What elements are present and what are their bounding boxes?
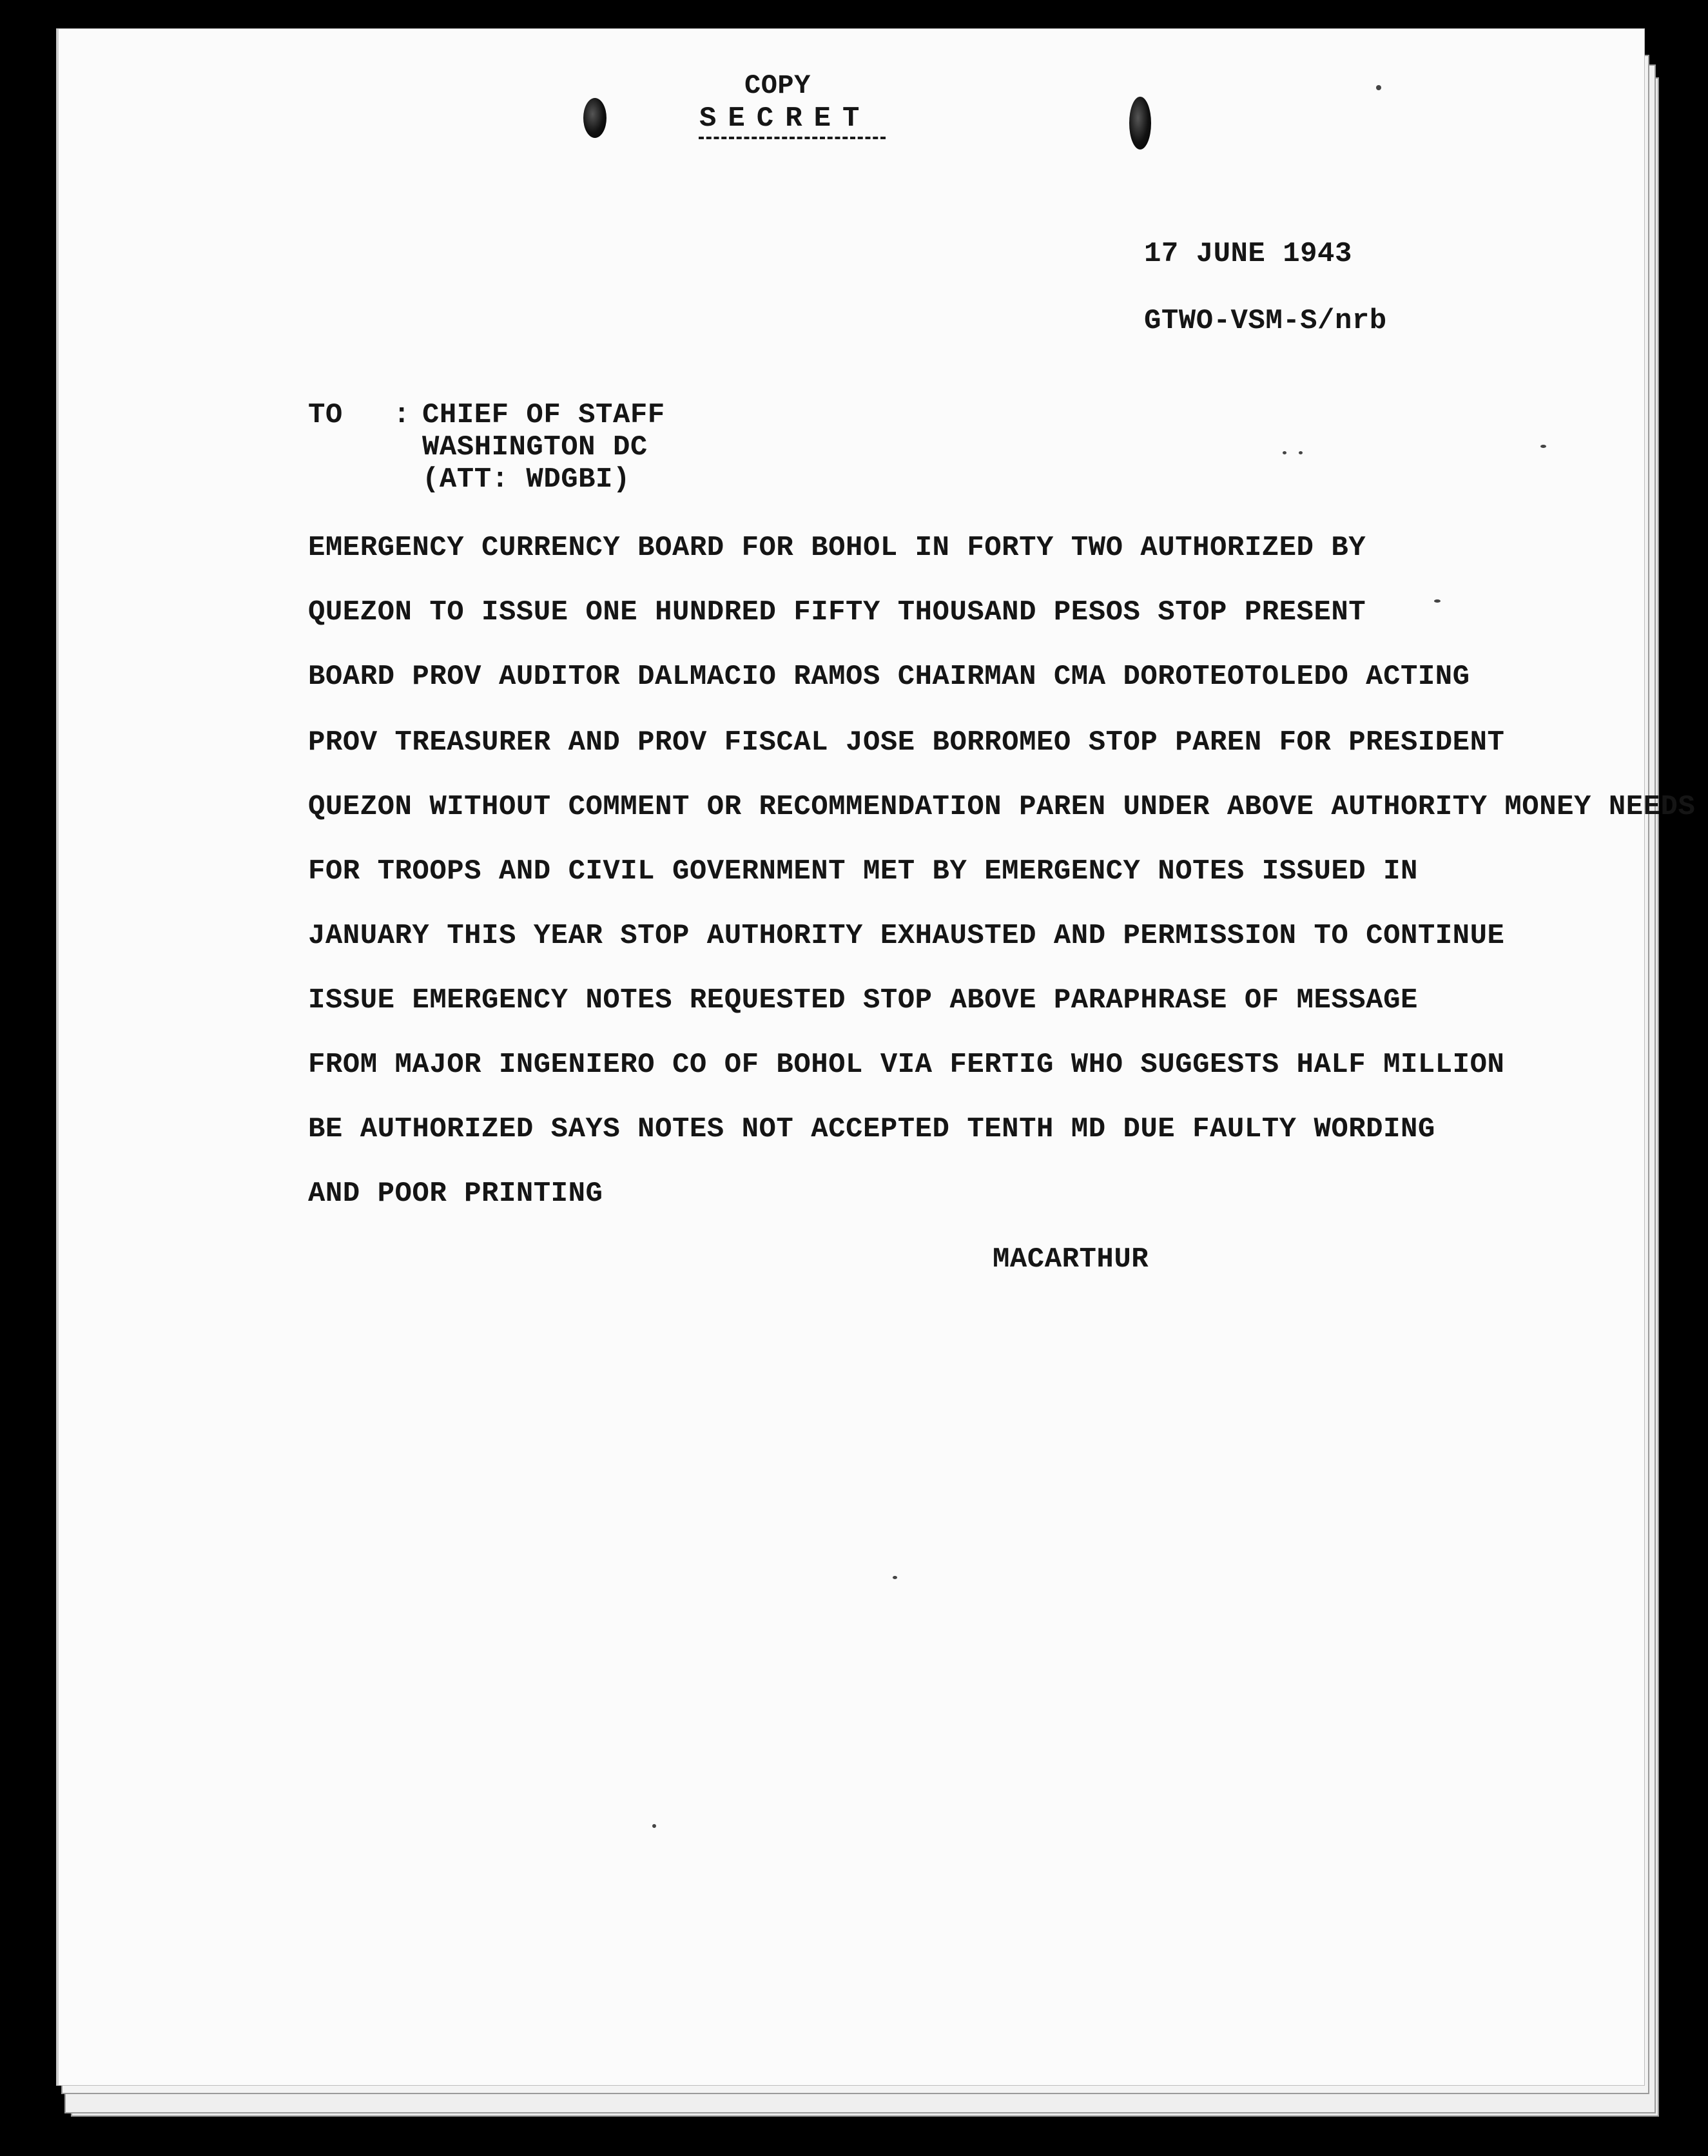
recipient-line: (ATT: WDGBI) (422, 463, 630, 496)
message-body-line: QUEZON WITHOUT COMMENT OR RECOMMENDATION PAREN UNDER ABOVE AUTHORITY MONEY NEEDS (308, 791, 1696, 823)
message-body-line: BOARD PROV AUDITOR DALMACIO RAMOS CHAIRMAN CMA DOROTEOTOLEDO ACTING (308, 661, 1470, 693)
punch-hole (1129, 97, 1151, 150)
paper-speck (652, 1824, 656, 1828)
message-body-line: QUEZON TO ISSUE ONE HUNDRED FIFTY THOUSAND PESOS STOP PRESENT (308, 596, 1366, 628)
paper-speck (1434, 599, 1441, 603)
message-body-line: AND POOR PRINTING (308, 1178, 603, 1210)
paper-speck (1376, 85, 1381, 90)
to-separator: : (393, 399, 411, 431)
message-body-line: JANUARY THIS YEAR STOP AUTHORITY EXHAUSTED AND PERMISSION TO CONTINUE (308, 920, 1505, 952)
message-body-line: FOR TROOPS AND CIVIL GOVERNMENT MET BY EMERGENCY NOTES ISSUED IN (308, 855, 1418, 888)
message-body-line: PROV TREASURER AND PROV FISCAL JOSE BORROMEO STOP PAREN FOR PRESIDENT (308, 726, 1505, 759)
punch-hole (583, 98, 607, 138)
paper-speck (1283, 451, 1286, 454)
message-body-line: FROM MAJOR INGENIERO CO OF BOHOL VIA FERTIG WHO SUGGESTS HALF MILLION (308, 1049, 1505, 1081)
classification-label: SECRET (699, 102, 871, 135)
recipient-line: WASHINGTON DC (422, 431, 648, 463)
to-label: TO (308, 399, 343, 431)
message-body-line: BE AUTHORIZED SAYS NOTES NOT ACCEPTED TENTH MD DUE FAULTY WORDING (308, 1113, 1435, 1145)
message-reference: GTWO-VSM-S/nrb (1144, 305, 1387, 337)
recipient-line: CHIEF OF STAFF (422, 399, 665, 431)
message-body-line: EMERGENCY CURRENCY BOARD FOR BOHOL IN FORTY TWO AUTHORIZED BY (308, 532, 1366, 564)
paper-speck (1540, 445, 1546, 448)
paper-speck (893, 1576, 897, 1579)
message-date: 17 JUNE 1943 (1144, 238, 1352, 270)
classification-underline (699, 137, 886, 139)
copy-label: COPY (744, 70, 811, 101)
message-body-line: ISSUE EMERGENCY NOTES REQUESTED STOP ABOVE PARAPHRASE OF MESSAGE (308, 984, 1418, 1016)
paper-speck (1299, 451, 1303, 454)
signature: MACARTHUR (993, 1243, 1149, 1276)
